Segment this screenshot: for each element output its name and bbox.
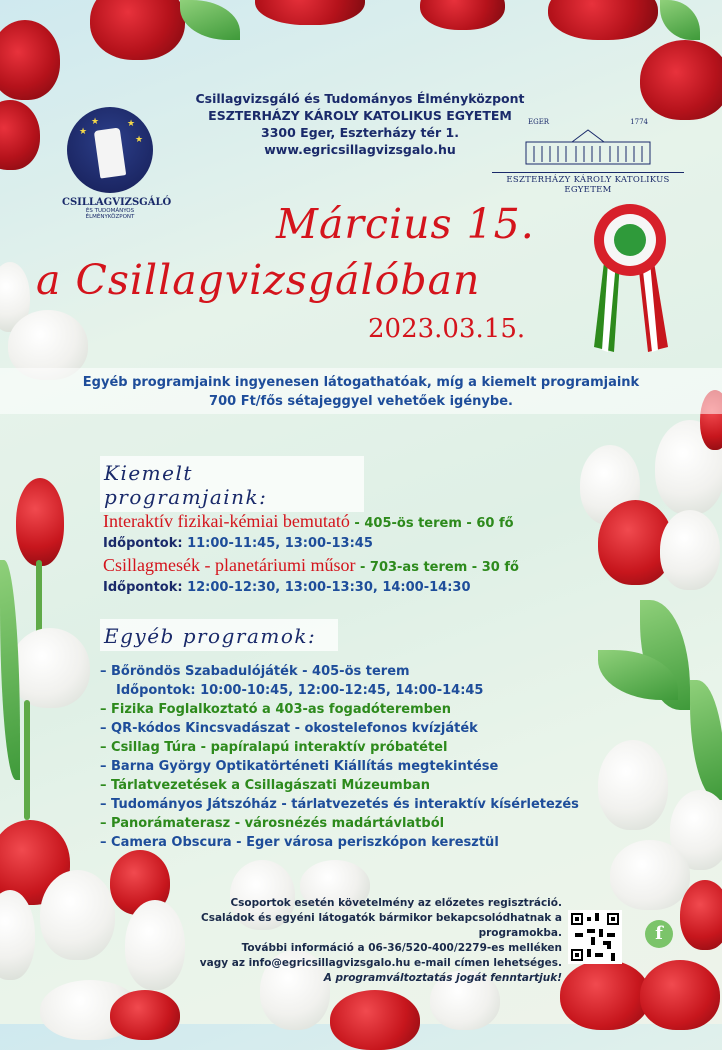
footer-notice — [190, 896, 562, 986]
observatory-logo-title: CSILLAGVIZSGÁLÓ — [62, 197, 172, 208]
star-icon: ★ — [91, 117, 100, 127]
tulip-decoration — [330, 990, 420, 1050]
star-icon: ★ — [127, 119, 136, 129]
observatory-logo — [62, 107, 172, 220]
times-value: 12:00-12:30, 13:00-13:30, 14:00-14:30 — [182, 580, 471, 595]
other-program-list — [100, 662, 579, 852]
footer-line3: További információ a 06-36/520-400/2279-es melléken — [241, 942, 562, 954]
tulip-decoration — [10, 628, 90, 708]
featured-program-times — [103, 580, 519, 595]
featured-heading: Kiemelt programjaink: — [100, 456, 364, 512]
rose-decoration — [255, 0, 365, 25]
footer-line2: Családok és egyéni látogatók bármikor bekapcsolódhatnak a programokba. — [200, 912, 562, 939]
list-item: – Csillag Túra - papíralapú interaktív próbatétel — [100, 740, 448, 755]
list-item: – Tárlatvezetések a Csillagászati Múzeumban — [100, 778, 431, 793]
list-item-times: Időpontok: 10:00-10:45, 12:00-12:45, 14:00-14:45 — [116, 683, 484, 698]
tulip-decoration — [560, 960, 650, 1030]
list-item: – Fizika Foglalkoztató a 403-as fogadóteremben — [100, 702, 452, 717]
times-label: Időpontok: — [103, 580, 183, 595]
list-item: – Tudományos Játszóház - tárlatvezetés és interaktív kísérletezés — [100, 797, 579, 812]
tulip-decoration — [40, 870, 115, 960]
observatory-logo-subtitle: ÉS TUDOMÁNYOS ÉLMÉNYKÖZPONT — [85, 208, 135, 220]
star-icon: ★ — [79, 127, 88, 137]
tulip-decoration — [660, 510, 720, 590]
university-logo — [492, 118, 684, 195]
qr-code-pattern — [571, 913, 619, 961]
featured-program-title: Interaktív fizikai-kémiai bemutató — [103, 511, 350, 531]
other-heading: Egyéb programok: — [100, 619, 338, 651]
list-item: – QR-kódos Kincsvadászat - okostelefonos kvízjáték — [100, 721, 478, 736]
university-building-icon — [522, 128, 654, 166]
observatory-emblem — [67, 107, 153, 193]
info-line2: 700 Ft/fős sétajeggyel vehetőek igénybe. — [209, 394, 513, 409]
header-address — [190, 90, 530, 158]
star-icon: ★ — [135, 135, 144, 145]
tulip-decoration — [16, 478, 64, 566]
list-item: – Barna György Optikatörténeti Kiállítás megtekintése — [100, 759, 499, 774]
tulip-decoration — [680, 880, 722, 950]
cockade-icon — [590, 202, 670, 357]
times-value: 11:00-11:45, 13:00-13:45 — [182, 536, 373, 551]
list-item: – Camera Obscura - Eger városa periszkópon keresztül — [100, 835, 499, 850]
leaf-decoration — [0, 560, 20, 780]
facebook-icon[interactable]: f — [645, 920, 673, 948]
leaf-decoration — [690, 680, 722, 800]
list-item: – Panorámaterasz - városnézés madártávlatból — [100, 816, 445, 831]
tulip-decoration — [125, 900, 185, 990]
stem-decoration — [24, 700, 30, 820]
featured-program — [103, 511, 514, 551]
rose-decoration — [0, 20, 60, 100]
rose-decoration — [90, 0, 185, 60]
university-logo-year: 1774 — [630, 118, 648, 126]
featured-program-meta: - 405-ös terem - 60 fő — [349, 516, 514, 531]
tulip-decoration — [110, 990, 180, 1040]
rose-decoration — [420, 0, 505, 30]
university-logo-caption: ESZTERHÁZY KÁROLY KATOLIKUS EGYETEM — [492, 172, 684, 195]
header-line3: 3300 Eger, Eszterházy tér 1. — [261, 125, 459, 140]
leaf-decoration — [180, 0, 240, 40]
footer-line5: A programváltoztatás jogát fenntartjuk! — [323, 972, 562, 984]
featured-program-times — [103, 536, 514, 551]
leaf-decoration — [660, 0, 700, 40]
rose-decoration — [0, 100, 40, 170]
page-subtitle: a Csillagvizsgálóban — [36, 256, 481, 304]
tulip-decoration — [640, 960, 720, 1030]
page-title: Március 15. — [276, 200, 535, 248]
header-line1: Csillagvizsgáló és Tudományos Élményközpont — [195, 91, 525, 106]
header-website: www.egricsillagvizsgalo.hu — [264, 142, 456, 157]
footer-line4: vagy az info@egricsillagvizsgalo.hu e-mail címen lehetséges. — [199, 957, 562, 969]
times-label: Időpontok: — [103, 536, 183, 551]
header-line2: ESZTERHÁZY KÁROLY KATOLIKUS EGYETEM — [208, 108, 512, 123]
event-date: 2023.03.15. — [368, 314, 526, 344]
tower-icon — [94, 127, 126, 178]
featured-program — [103, 555, 519, 595]
featured-program-title: Csillagmesék - planetáriumi műsor — [103, 555, 356, 575]
footer-line1: Csoportok esetén követelmény az előzetes regisztráció. — [230, 897, 562, 909]
university-logo-city: EGER — [528, 118, 550, 126]
info-banner — [0, 368, 722, 414]
tulip-decoration — [610, 840, 690, 910]
featured-program-meta: - 703-as terem - 30 fő — [355, 560, 519, 575]
info-line1: Egyéb programjaink ingyenesen látogathatóak, míg a kiemelt programjaink — [82, 375, 640, 390]
rose-decoration — [548, 0, 658, 40]
list-item: – Bőröndös Szabadulójáték - 405-ös terem — [100, 664, 410, 679]
tulip-decoration — [598, 740, 668, 830]
university-logo-top — [492, 118, 684, 126]
rose-decoration — [640, 40, 722, 120]
qr-code-icon[interactable] — [568, 910, 622, 964]
